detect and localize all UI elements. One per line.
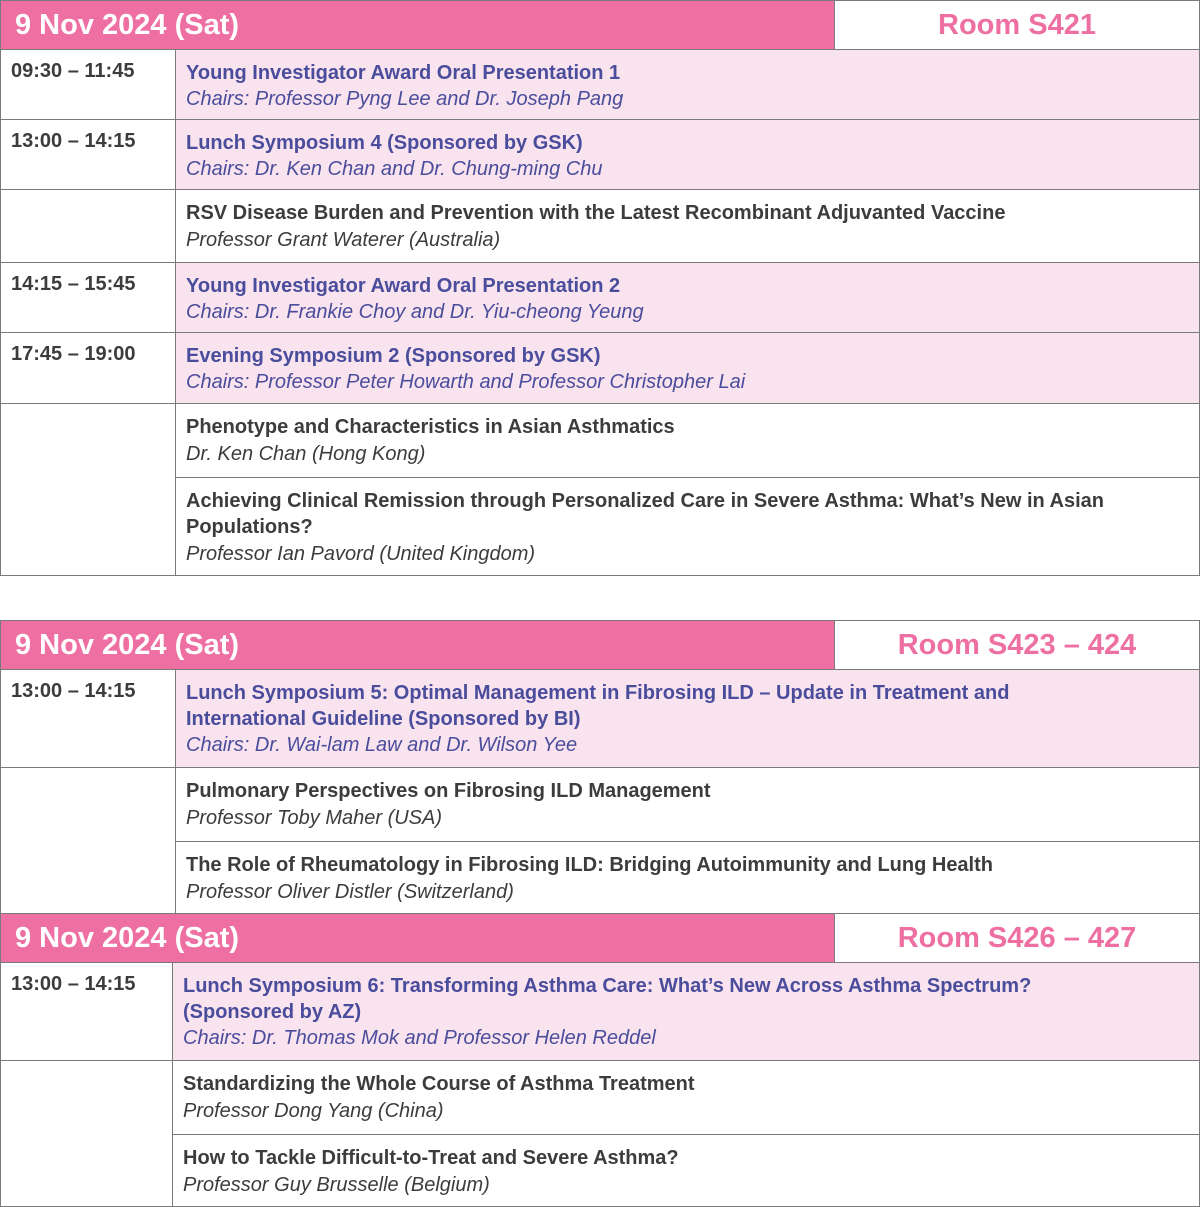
session-cell <box>176 50 1199 119</box>
lecture-title: Phenotype and Characteristics in Asian Asthmatics <box>186 416 675 438</box>
lecture-title: Pulmonary Perspectives on Fibrosing ILD Management <box>186 780 711 802</box>
session-chairs: Chairs: Professor Peter Howarth and Professor Christopher Lai <box>186 371 746 393</box>
block-header <box>1 621 1199 670</box>
schedule-row <box>1 404 1199 576</box>
session-chairs: Chairs: Dr. Frankie Choy and Dr. Yiu-cheong Yeung <box>186 301 644 323</box>
session-title-line-1: Lunch Symposium 5: Optimal Management in Fibrosing ILD – Update in Treatment and <box>186 682 1010 704</box>
schedule-block-room-s423-424 <box>0 620 1200 914</box>
lecture-cell <box>173 1061 1199 1134</box>
lecture-speaker: Professor Ian Pavord (United Kingdom) <box>186 543 536 565</box>
session-title-line-2: (Sponsored by AZ) <box>183 1001 362 1023</box>
lecture-cell <box>176 404 1199 477</box>
session-chairs: Chairs: Professor Pyng Lee and Dr. Joseph Pang <box>186 88 624 110</box>
date-label: 9 Nov 2024 (Sat) <box>1 914 835 962</box>
schedule-block-room-s421 <box>0 0 1200 576</box>
time-slot-empty <box>1 404 176 575</box>
time-slot: 13:00 – 14:15 <box>1 120 176 189</box>
lecture-cell <box>176 768 1199 841</box>
lecture-cell <box>173 1134 1199 1206</box>
lecture-title: The Role of Rheumatology in Fibrosing ILD: Bridging Autoimmunity and Lung Health <box>186 854 993 876</box>
lecture-speaker: Professor Toby Maher (USA) <box>186 807 443 829</box>
schedule-row <box>1 333 1199 404</box>
schedule-row <box>1 120 1199 190</box>
schedule-row <box>1 190 1199 263</box>
lecture-title-line-2: Populations? <box>186 516 313 538</box>
time-slot-empty <box>1 768 176 913</box>
schedule-row <box>1 50 1199 120</box>
session-title-line-1: Lunch Symposium 6: Transforming Asthma Care: What’s New Across Asthma Spectrum? <box>183 975 1032 997</box>
time-slot: 17:45 – 19:00 <box>1 333 176 403</box>
session-title: Evening Symposium 2 (Sponsored by GSK) <box>186 345 601 367</box>
session-cell <box>176 333 1199 403</box>
lecture-cell <box>176 477 1199 575</box>
schedule-block-room-s426-427 <box>0 913 1200 1207</box>
time-slot: 13:00 – 14:15 <box>1 670 176 767</box>
session-title: Young Investigator Award Oral Presentation 1 <box>186 62 621 84</box>
schedule-row <box>1 670 1199 768</box>
session-chairs: Chairs: Dr. Wai-lam Law and Dr. Wilson Yee <box>186 734 578 756</box>
room-label: Room S426 – 427 <box>835 914 1199 962</box>
session-title: Lunch Symposium 4 (Sponsored by GSK) <box>186 132 583 154</box>
session-cell <box>176 670 1199 767</box>
session-cell <box>176 120 1199 189</box>
lecture-speaker: Professor Grant Waterer (Australia) <box>186 229 501 251</box>
session-chairs: Chairs: Dr. Thomas Mok and Professor Helen Reddel <box>183 1027 656 1049</box>
schedule-row <box>1 1061 1199 1207</box>
date-label: 9 Nov 2024 (Sat) <box>1 1 835 49</box>
time-slot: 09:30 – 11:45 <box>1 50 176 119</box>
lecture-speaker: Professor Dong Yang (China) <box>183 1100 444 1122</box>
date-label: 9 Nov 2024 (Sat) <box>1 621 835 669</box>
room-label: Room S421 <box>835 1 1199 49</box>
session-chairs: Chairs: Dr. Ken Chan and Dr. Chung-ming Chu <box>186 158 603 180</box>
lecture-cell <box>176 841 1199 913</box>
session-title-line-2: International Guideline (Sponsored by BI) <box>186 708 581 730</box>
room-label: Room S423 – 424 <box>835 621 1199 669</box>
lecture-speaker: Professor Oliver Distler (Switzerland) <box>186 881 514 903</box>
schedule-row <box>1 963 1199 1061</box>
lecture-cell <box>176 190 1199 254</box>
time-slot-empty <box>1 1061 173 1206</box>
schedule-row <box>1 263 1199 333</box>
time-slot: 14:15 – 15:45 <box>1 263 176 332</box>
block-header <box>1 1 1199 50</box>
lecture-speaker: Dr. Ken Chan (Hong Kong) <box>186 443 426 465</box>
lecture-title: How to Tackle Difficult-to-Treat and Severe Asthma? <box>183 1147 679 1169</box>
lecture-speaker: Professor Guy Brusselle (Belgium) <box>183 1174 490 1196</box>
lecture-title: RSV Disease Burden and Prevention with the Latest Recombinant Adjuvanted Vaccine <box>186 202 1006 224</box>
schedule-row <box>1 768 1199 914</box>
lecture-title: Standardizing the Whole Course of Asthma Treatment <box>183 1073 695 1095</box>
session-cell <box>176 263 1199 332</box>
block-header <box>1 914 1199 963</box>
time-slot-empty <box>1 190 176 262</box>
lecture-title-line-1: Achieving Clinical Remission through Personalized Care in Severe Asthma: What’s New in Asian <box>186 490 1104 512</box>
session-cell <box>173 963 1199 1060</box>
session-title: Young Investigator Award Oral Presentation 2 <box>186 275 621 297</box>
time-slot: 13:00 – 14:15 <box>1 963 173 1060</box>
